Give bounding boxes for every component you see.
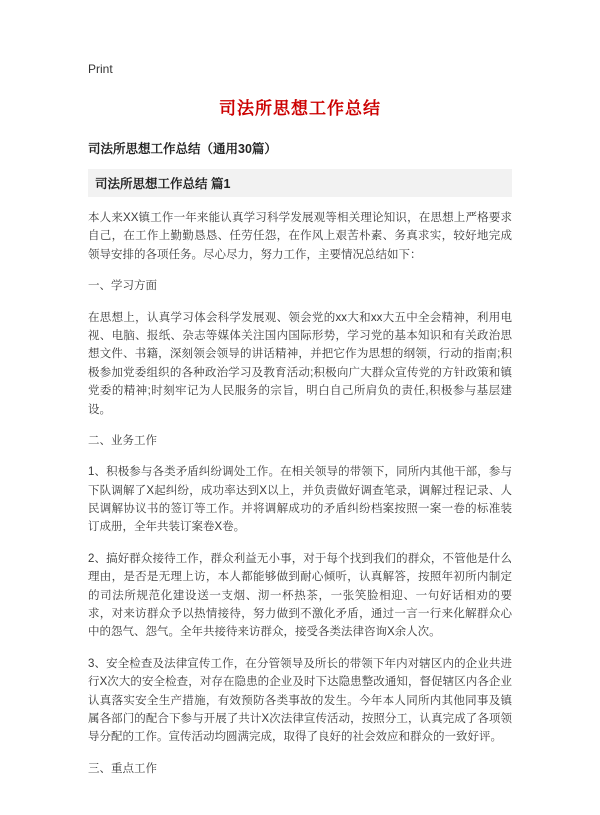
paragraph-business-3: 3、安全检查及法律宣传工作，在分管领导及所长的带领下年内对辖区内的企业共进行X次大的安全检查，对存在隐患的企业及时下达隐患整改通知，督促辖区内各企业认真落实安全生产措施，有效预防各类事故的发生。今年本人同所内其他同事及镇属各部门的配合下参与开展了共计X次法律宣传活动，按照分工，认真完成了各项领导分配的工作。宣传活动均圆满完成，取得了良好的社会效应和群众的一致好评。: [88, 657, 512, 744]
heading-study: 一、学习方面: [88, 280, 157, 293]
section-header: 司法所思想工作总结 篇1: [88, 169, 512, 197]
paragraph-business-1: 1、积极参与各类矛盾纠纷调处工作。在相关领导的带领下，同所内其他干部，参与下队调解了X起纠纷，成功率达到X以上，并负责做好调查笔录，调解过程记录、人民调解协议书的签订等工作。并将调解成功的矛盾纠纷档案按照一案一卷的标准装订成册，全年共装订案卷X卷。: [88, 466, 512, 534]
paragraph-intro: 本人来XX镇工作一年来能认真学习科学发展观等相关理论知识，在思想上严格要求自己，在工作上勤勤恳恳、任劳任怨，在作风上艰苦朴素、务真求实，较好地完成领导安排的各项任务。尽心尽力，努力工作，主要情况总结如下：: [88, 212, 512, 261]
heading-business: 二、业务工作: [88, 434, 157, 447]
paragraph-study: 在思想上，认真学习体会科学发展观、领会党的xx大和xx大五中全会精神，利用电视、电脑、报纸、杂志等媒体关注国内国际形势，学习党的基本知识和有关政治思想文件、书籍，深刻领会领导的讲话精神，并把它作为思想的纲领，行动的指南;积极参加党委组织的各种政治学习及教育活动;积极向广大群众宣传党的方针政策和镇党委的精神;时刻牢记为人民服务的宗旨，明白自己所肩负的责任,积极参与基层建设。: [88, 311, 512, 416]
paragraph-business-2: 2、搞好群众接待工作，群众利益无小事，对于每个找到我们的群众，不管他是什么理由，是否是无理上访，本人都能够做到耐心倾听，认真解答，按照年初所内制定的司法所规范化建设送一支烟、沏一杯热茶，一张笑脸相迎、一句好话相劝的要求，对来访群众予以热情接待，努力做到不激化矛盾，通过一言一行来化解群众心中的怨气、怨气。全年共接待来访群众，接受各类法律咨询X余人次。: [88, 552, 512, 639]
print-link[interactable]: Print: [88, 62, 113, 76]
doc-subtitle: 司法所思想工作总结（通用30篇）: [88, 142, 277, 156]
page-title: 司法所思想工作总结: [219, 99, 381, 118]
heading-key-work: 三、重点工作: [88, 762, 157, 775]
